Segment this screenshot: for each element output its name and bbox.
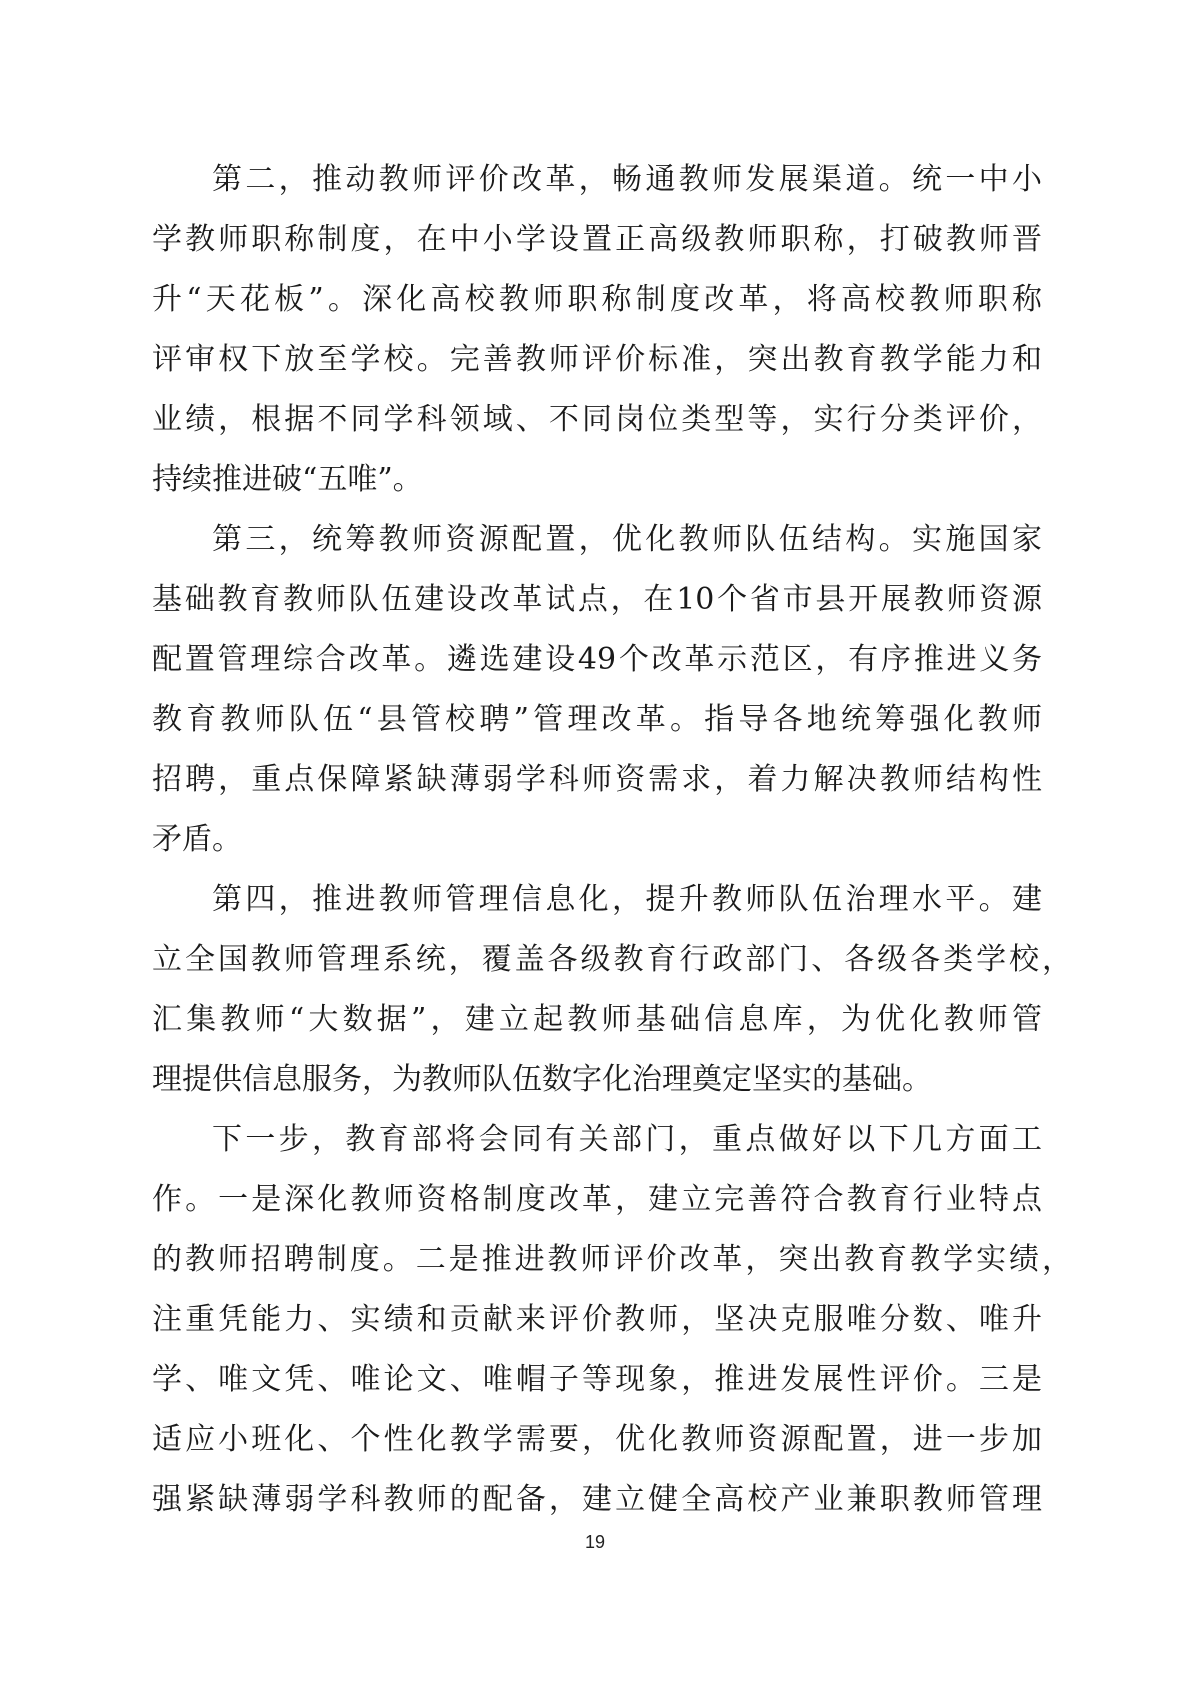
text-line: 评审权下放至学校。完善教师评价标准，突出教育教学能力和 <box>152 342 1042 377</box>
text-line: 教育教师队伍“县管校聘”管理改革。指导各地统筹强化教师 <box>152 702 1042 737</box>
text-line: 适应小班化、个性化教学需要，优化教师资源配置，进一步加 <box>152 1422 1042 1457</box>
paragraph <box>152 150 1092 510</box>
text-line: 学、唯文凭、唯论文、唯帽子等现象，推进发展性评价。三是 <box>152 1362 1042 1397</box>
text-line: 的教师招聘制度。二是推进教师评价改革，突出教育教学实绩， <box>152 1242 1072 1277</box>
text-line: 理提供信息服务，为教师队伍数字化治理奠定坚实的基础。 <box>152 1062 932 1097</box>
text-line: 配置管理综合改革。遴选建设49个改革示范区，有序推进义务 <box>152 642 1042 677</box>
text-line: 业绩，根据不同学科领域、不同岗位类型等，实行分类评价， <box>152 402 1042 437</box>
paragraph <box>152 1110 1092 1530</box>
text-line: 下一步，教育部将会同有关部门，重点做好以下几方面工 <box>212 1122 1042 1157</box>
text-line: 基础教育教师队伍建设改革试点，在10个省市县开展教师资源 <box>152 582 1042 617</box>
text-line: 第四，推进教师管理信息化，提升教师队伍治理水平。建 <box>212 882 1042 917</box>
text-line: 汇集教师“大数据”，建立起教师基础信息库，为优化教师管 <box>152 1002 1042 1037</box>
paragraph <box>152 870 1092 1110</box>
page-number: 19 <box>584 1532 606 1552</box>
text-line: 矛盾。 <box>152 822 242 857</box>
text-line: 作。一是深化教师资格制度改革，建立完善符合教育行业特点 <box>152 1182 1042 1217</box>
text-line: 学教师职称制度，在中小学设置正高级教师职称，打破教师晋 <box>152 222 1042 257</box>
text-line: 招聘，重点保障紧缺薄弱学科师资需求，着力解决教师结构性 <box>152 762 1042 797</box>
text-line: 第三，统筹教师资源配置，优化教师队伍结构。实施国家 <box>212 522 1042 557</box>
text-line: 强紧缺薄弱学科教师的配备，建立健全高校产业兼职教师管理 <box>152 1482 1042 1517</box>
text-line: 持续推进破“五唯”。 <box>152 462 423 497</box>
text-line: 注重凭能力、实绩和贡献来评价教师，坚决克服唯分数、唯升 <box>152 1302 1042 1337</box>
text-line: 升“天花板”。深化高校教师职称制度改革，将高校教师职称 <box>152 282 1042 317</box>
body-text <box>152 150 1092 1530</box>
text-line: 第二，推动教师评价改革，畅通教师发展渠道。统一中小 <box>212 162 1042 197</box>
text-line: 立全国教师管理系统，覆盖各级教育行政部门、各级各类学校， <box>152 942 1072 977</box>
paragraph <box>152 510 1092 870</box>
